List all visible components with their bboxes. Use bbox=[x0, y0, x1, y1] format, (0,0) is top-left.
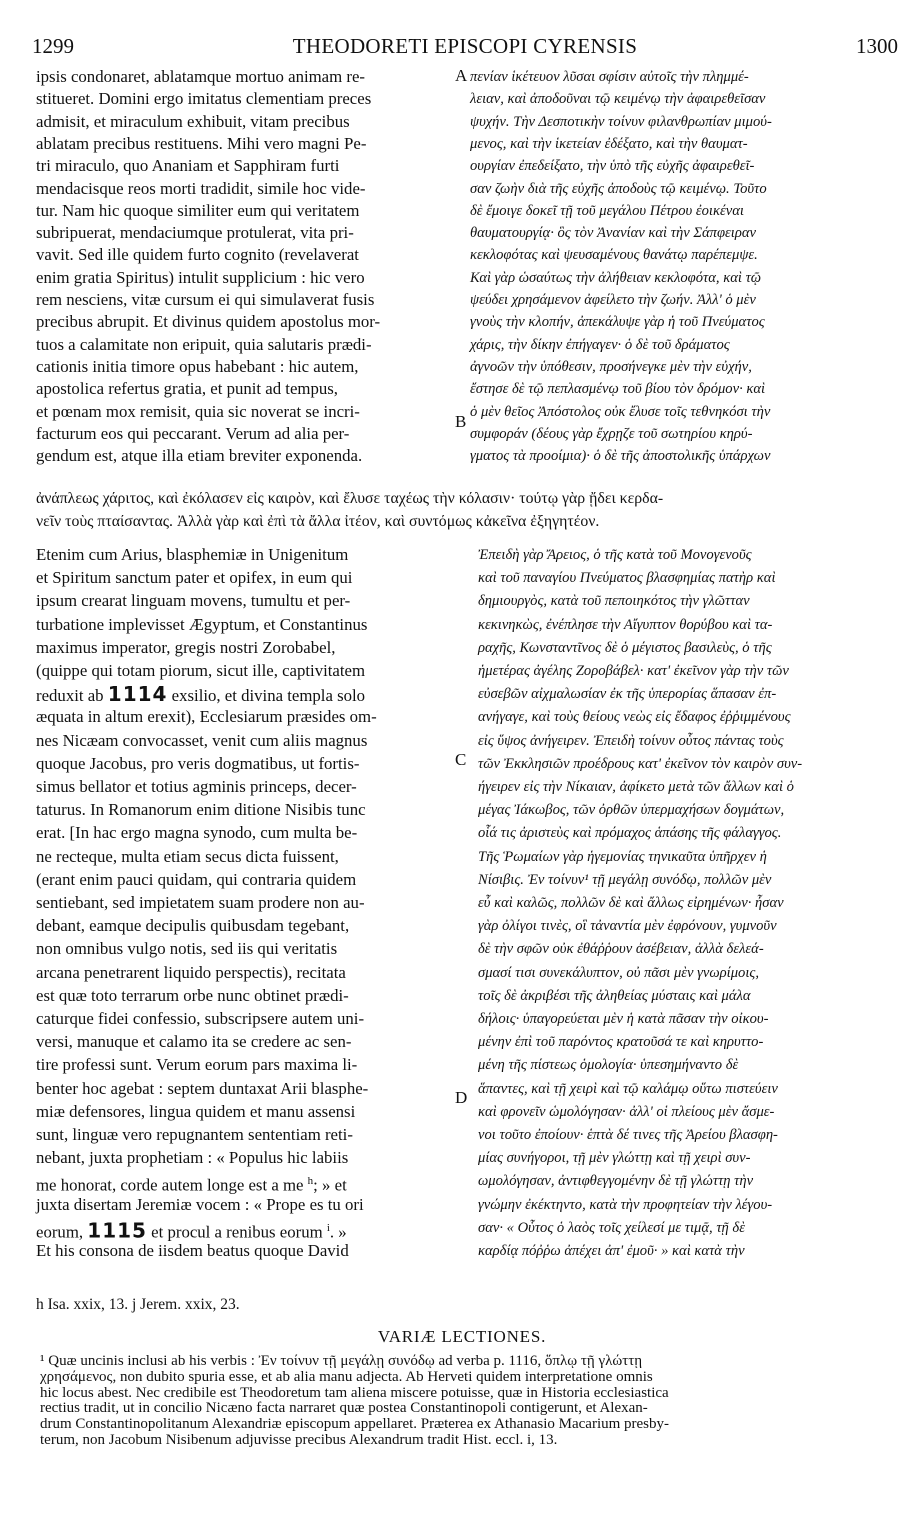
greek-line: εἰς ὕψος ἀνήγειρεν. Ἐπειδὴ τοίνυν οὗτος πάντας τοὺς bbox=[478, 732, 784, 749]
greek-line: θαυματουργίᾳ· ὃς τὸν Ἀνανίαν καὶ τὴν Σάπφειραν bbox=[470, 225, 757, 242]
variae-line: χρησάμενος, non dubito spuria esse, et ab alia manu adjecta. Ab Herveti quidem interpretatione omnis bbox=[40, 1368, 653, 1385]
latin-line: nes Nicæam convocasset, venit cum aliis magnus bbox=[36, 730, 368, 750]
latin-line: Etenim cum Arius, blasphemiæ in Unigenitum bbox=[36, 545, 349, 564]
latin-line: erat. [In hac ergo magna synodo, cum multa be- bbox=[36, 823, 358, 843]
latin-line: precibus abrupit. Et divinus quidem apostolus mor- bbox=[36, 312, 381, 332]
greek-line: δημιουργὸς, κατὰ τοῦ πεποιηκότος τὴν γλῶτταν bbox=[478, 593, 750, 610]
latin-line: et pœnam mox remisit, quia sic noverat se incri- bbox=[36, 401, 360, 421]
footnote-ref: i bbox=[326, 1221, 330, 1234]
greek-line: οἷά τις ἀριστεὺς καὶ πρόμαχος ἁπάσης τῆς φάλαγγος. bbox=[478, 825, 782, 842]
greek-line: σαν· « Οὗτος ὁ λαὸς τοῖς χείλεσί με τιμᾷ, τῇ δὲ bbox=[478, 1219, 745, 1236]
footnote-line: h Isa. xxix, 13. j Jerem. xxix, 23. bbox=[36, 1296, 240, 1313]
latin-line: apostolica refertus gratia, et punit ad tempus, bbox=[36, 379, 338, 399]
greek-line: κεκλοφότας καὶ ψευσαμένους θανάτῳ παρέπεμψε. bbox=[470, 247, 758, 264]
variae-line: terum, non Jacobum Nisibenum adjuvisse precibus Alexandrum tradit Hist. eccl. i, 13. bbox=[40, 1432, 558, 1448]
greek-line: ὁ μὲν θεῖος Ἀπόστολος οὐκ ἔλυσε τοῖς τεθνηκόσι τὴν bbox=[470, 403, 771, 420]
greek-line: σμασί τισι συνεκάλυπτον, οὐ πᾶσι μὲν γνωρίμοις, bbox=[478, 964, 759, 981]
greek-line: εὖ καὶ καλῶς, πολλῶν δὲ καὶ ἄλλως εἰρημένων· ἦσαν bbox=[478, 895, 784, 911]
latin-line: ne recteque, multa etiam secus dicta fuissent, bbox=[36, 846, 339, 866]
latin-line: tur. Nam hic quoque similiter eum qui veritatem bbox=[36, 200, 360, 220]
latin-line: Et his consona de iisdem beatus quoque David bbox=[36, 1241, 349, 1260]
greek-line: ἔστησε δὲ τῷ πεπλασμένῳ τοῦ βίου τὸν δρόμον· καὶ bbox=[470, 381, 766, 398]
latin-text: ; » et bbox=[313, 1175, 347, 1195]
footnote-ref: h bbox=[307, 1175, 314, 1188]
greek-line: Καὶ γὰρ ὡσαύτως τὴν ἀλήθειαν κεκλοφότα, καὶ τῷ bbox=[470, 269, 762, 286]
greek-line: μενος, καὶ τὴν ἱκετείαν ἐδέξατο, καὶ τὴν θαυματ- bbox=[470, 135, 748, 152]
full-width-line: νεῖν τοὺς πταίσαντας. Ἀλλὰ γὰρ καὶ ἐπὶ τὰ ἄλλα ἰτέον, καὶ συντόμως κἀκεῖνα ἐξηγητέον. bbox=[36, 512, 600, 530]
latin-line: caturque fidei confessio, subscripsere autem uni- bbox=[36, 1009, 365, 1028]
variae-line: rectius tradit, ut in concilio Nicæno facta narraret quæ postea Constantinopoli contigerunt, et Alexan- bbox=[40, 1400, 648, 1417]
greek-line: λειαν, καὶ ἀποδοῦναι τῷ κειμένῳ τὴν ἀφαιρεθεῖσαν bbox=[470, 91, 766, 108]
section-marker-c: C bbox=[455, 750, 467, 769]
greek-line: Τῆς Ῥωμαίων γὰρ ἡγεμονίας τηνικαῦτα ὑπῆρχεν ἡ bbox=[478, 848, 767, 865]
variae-line: hic locus abest. Nec credibile est Theodoretum tam aliena miscere potuisse, quæ in Historia ecclesiastica bbox=[40, 1384, 669, 1401]
greek-line: μένην ἐπὶ τοῦ παρόντος κρατοῦσά τε καὶ κηρυττο- bbox=[478, 1034, 764, 1051]
greek-line: Νίσιβις. Ἐν τοίνυν¹ τῇ μεγάλῃ συνόδῳ, πολλῶν μὲν bbox=[478, 871, 772, 888]
page-header bbox=[32, 34, 898, 64]
greek-line: ψεύδει χρησάμενον ἀφείλετο τὴν ζωήν. Ἀλλ' ὁ μὲν bbox=[470, 292, 756, 308]
greek-line: ανήγαγε, καὶ τοὺς θείους νεὼς εἰς ἔδαφος ἐῤῥιμμένους bbox=[478, 709, 791, 726]
section-marker-a: A bbox=[455, 66, 468, 85]
greek-line: τῶν Ἐκκλησιῶν προέδρους κατ' ἐκεῖνον τὸν καιρὸν συν- bbox=[478, 755, 803, 772]
greek-line: ψυχήν. Τὴν Δεσποτικὴν τοίνυν φιλανθρωπίαν μιμού- bbox=[470, 113, 772, 130]
greek-line: κεκινηκὼς, ἐνέπλησε τὴν Αἴγυπτον θορύβου καὶ τα- bbox=[478, 616, 773, 633]
greek-line: ουργίαν ἐπεδείξατο, τὴν ὑπὸ τῆς εὐχῆς ἀφαιρεθεῖ- bbox=[470, 158, 755, 175]
greek-line: χάρις, τὴν δίκην ἐπήγαγεν· ὁ δὲ τοῦ δράματος bbox=[470, 336, 730, 353]
greek-line: ἀγνοῶν τὴν ὑπόθεσιν, προσήνεγκε μὲν τὴν εὐχήν, bbox=[470, 358, 752, 375]
latin-line bbox=[36, 1217, 347, 1243]
latin-line: enim gratia Spiritus) intulit supplicium : hic vero bbox=[36, 267, 365, 287]
greek-line: μίας συνήγοροι, τῇ μὲν γλώττῃ καὶ τῇ χειρὶ συν- bbox=[478, 1150, 751, 1167]
latin-line: stitueret. Domini ergo imitatus clementiam preces bbox=[36, 89, 372, 109]
latin-line: subripuerat, mendaciumque protulerat, vita pri- bbox=[36, 223, 354, 243]
latin-line: versi, manuque et calamo ita se credere ac sen- bbox=[36, 1032, 352, 1052]
greek-line: Ἐπειδὴ γὰρ Ἄρειος, ὁ τῆς κατὰ τοῦ Μονογενοῦς bbox=[478, 547, 752, 563]
variae-line: ¹ Quæ uncinis inclusi ab his verbis : Ἐν τοίνυν τῇ μεγάλῃ συνόδῳ ad verba p. 1116, ὅπλῳ τῇ γλώττῃ bbox=[40, 1353, 643, 1369]
latin-line: nebant, juxta prophetiam : « Populus hic labiis bbox=[36, 1148, 349, 1168]
latin-text: me honorat, corde autem longe est a me bbox=[36, 1175, 304, 1195]
greek-line: σαν ζωὴν διὰ τῆς εὐχῆς ἀποδοὺς τῷ κειμένῳ. Τοῦτο bbox=[470, 180, 767, 197]
latin-line: et Spiritum sanctum pater et opifex, in eum qui bbox=[36, 568, 353, 588]
latin-line: facturum eos qui peccarant. Verum ad alia per- bbox=[36, 423, 350, 443]
latin-line: est quæ toto terrarum orbe nunc obtinet prædi- bbox=[36, 985, 349, 1005]
greek-line: δὲ ἔμοιγε δοκεῖ τῇ τοῦ μεγάλου Πέτρου ἐοικέναι bbox=[470, 202, 744, 219]
latin-line: juxta disertam Jeremiæ vocem : « Prope es tu ori bbox=[36, 1194, 364, 1214]
greek-line: ἡμετέρας ἀγέλης Ζοροβάβελ· κατ' ἐκεῖνον γὰρ τὴν τῶν bbox=[478, 663, 789, 679]
latin-line: (erant enim pauci quidam, qui contraria quidem bbox=[36, 869, 357, 889]
latin-text: reduxit ab bbox=[36, 686, 104, 706]
latin-line: benter hoc agebat : septem duntaxat Arii blasphe- bbox=[36, 1078, 369, 1098]
latin-line: (quippe qui totam piorum, sicut ille, captivitatem bbox=[36, 661, 366, 680]
greek-line: γνώμην ἐκέκτηντο, κατὰ τὴν προφητείαν τὴν λέγου- bbox=[478, 1196, 773, 1213]
greek-line: ραχῆς, Κωνσταντῖνος δὲ ὁ μέγιστος βασιλεὺς, ὁ τῆς bbox=[478, 639, 772, 656]
latin-line: tire professi sunt. Verum eorum pars maxima li- bbox=[36, 1055, 358, 1075]
greek-line: καὶ τοῦ παναγίου Πνεύματος βλασφημίας πατὴρ καὶ bbox=[478, 570, 776, 587]
latin-line: sentiebant, sed impietatem suam prodere non au- bbox=[36, 893, 365, 912]
latin-line: mendacisque reos morti tradidit, simile hoc vide- bbox=[36, 178, 366, 198]
latin-line: arcana penetrarent liquido perspectis), recitata bbox=[36, 962, 346, 982]
greek-line: γματος τὰ προοίμια)· ὁ δὲ τῆς ἀποστολικῆς ὑπάρχων bbox=[470, 448, 771, 465]
section-marker-b: B bbox=[455, 412, 467, 431]
greek-line: καὶ φρονεῖν ὡμολόγησαν· ἀλλ' οἱ πλείους μὲν ἄσμε- bbox=[478, 1103, 775, 1120]
full-width-line: ἀνάπλεως χάριτος, καὶ ἐκόλασεν εἰς καιρὸν, καὶ ἔλυσε ταχέως τὴν κόλασιν· τούτῳ γὰρ ᾔδει κερδα- bbox=[36, 490, 664, 507]
latin-line: miæ defensores, lingua quidem et manu assensi bbox=[36, 1101, 356, 1121]
latin-line: cationis initia timore opus habebant : hic autem, bbox=[36, 356, 359, 376]
latin-line: vavit. Sed ille quidem furto cognito (revelaverat bbox=[36, 245, 359, 265]
greek-line: μέγας Ἰάκωβος, τῶν ὀρθῶν ὑπερμαχήσων δογμάτων, bbox=[478, 802, 785, 819]
latin-line: simus bellator et totius agminis princeps, decer- bbox=[36, 777, 357, 796]
greek-line: ἅπαντες, καὶ τῇ χειρὶ καὶ τῷ καλάμῳ οὕτω πιστεύειν bbox=[478, 1080, 778, 1097]
latin-line: ablatam precibus restituens. Mihi vero magni Pe- bbox=[36, 133, 367, 153]
page-number-left: 1299 bbox=[32, 34, 74, 58]
greek-line: γὰρ ὀλίγοι τινὲς, οἳ τἀναντία μὲν ἐφρόνουν, γυμνοῦν bbox=[478, 918, 777, 935]
greek-line: δὲ τὴν σφῶν οὐκ ἐθάῤῥουν ἀσέβειαν, ἀλλὰ δελεά- bbox=[478, 941, 764, 958]
latin-line: taturus. In Romanorum enim ditione Nisibis tunc bbox=[36, 800, 366, 820]
latin-line: non omnibus vulgo notis, sed iis qui veritatis bbox=[36, 939, 338, 959]
latin-line: gendum est, atque illa etiam breviter exponenda. bbox=[36, 446, 363, 466]
greek-line: συμφοράν (δέους γὰρ ἔχρῃζε τοῦ σωτηρίου κηρύ- bbox=[470, 425, 753, 442]
latin-line: debant, eamque decipulis quibusdam tegebant, bbox=[36, 916, 350, 936]
latin-line: æquata in altum erexit), Ecclesiarum præsides om- bbox=[36, 707, 377, 727]
latin-text: . » bbox=[329, 1222, 347, 1242]
greek-line: δήλοις· ὑπαγορεύεται μὲν ἡ κατὰ πᾶσαν τὴν οἰκου- bbox=[478, 1011, 769, 1027]
latin-text: exsilio, et divina templa solo bbox=[171, 686, 366, 706]
greek-line: ωμολόγησαν, ἀντιφθεγγομένην δὲ τῇ γλώττῃ τὴν bbox=[478, 1173, 754, 1190]
greek-line: εὐσεβῶν αἰχμαλωσίαν ἐκ τῆς ὑπερορίας ἅπασαν ἐπ- bbox=[478, 686, 777, 703]
greek-line: γνοὺς τὴν κλοπήν, ἀπεκάλυψε γὰρ ἡ τοῦ Πνεύματος bbox=[470, 314, 765, 331]
greek-line: νοι τοῦτο ἐποίουν· ἑπτὰ δέ τινες τῆς Ἀρείου βλασφη- bbox=[478, 1127, 778, 1143]
column-number: 1115 bbox=[87, 1218, 147, 1243]
latin-line: quoque Jacobus, pro veris dogmatibus, ut fortis- bbox=[36, 753, 360, 773]
greek-line: τοῖς δὲ ἀκριβέσι τῆς ἀληθείας μύσταις καὶ μάλα bbox=[478, 987, 751, 1004]
latin-line: maximus imperator, gregis nostri Zorobabel, bbox=[36, 637, 336, 657]
latin-line: admisit, et miraculum exhibuit, vitam precibus bbox=[36, 111, 350, 131]
greek-line: καρδίᾳ πόῤῥω ἀπέχει ἀπ' ἐμοῦ· » καὶ κατὰ τὴν bbox=[478, 1243, 745, 1259]
section-marker-d: D bbox=[455, 1088, 468, 1107]
latin-line: tri miraculo, quo Ananiam et Sapphiram furti bbox=[36, 156, 340, 176]
latin-line: ipsum crearat linguam movens, tumultu et per- bbox=[36, 591, 351, 611]
greek-line: ήγειρεν εἰς τὴν Νίκαιαν, ἀφίκετο μετὰ τῶν ἄλλων καὶ ὁ bbox=[478, 779, 794, 795]
column-number: 1114 bbox=[107, 682, 168, 707]
latin-line: sunt, linguæ vero repugnantem sententiam reti- bbox=[36, 1125, 353, 1144]
page-number-right: 1300 bbox=[856, 34, 898, 58]
latin-line bbox=[36, 683, 365, 705]
greek-line: πενίαν ἱκέτευον λῦσαι σφίσιν αὐτοῖς τὴν πλημμέ- bbox=[470, 69, 749, 85]
variae-lectiones-title: VARIÆ LECTIONES. bbox=[377, 1327, 547, 1346]
latin-line: tuos a calamitate non eripuit, quia salutaris prædi- bbox=[36, 334, 372, 354]
variae-line: drum Constantinopolitanum Alexandriæ episcopum appellaret. Præterea ex Athanasio Macarium presby- bbox=[40, 1416, 670, 1433]
greek-line: μένη τῆς πίστεως ὁμολογία· ὑπεσημήναντο δὲ bbox=[478, 1057, 739, 1074]
latin-text: eorum, bbox=[36, 1222, 84, 1242]
latin-line: ipsis condonaret, ablatamque mortuo animam re- bbox=[36, 67, 365, 86]
latin-line: rem nesciens, vitæ cursum ei qui simulaverat fusis bbox=[36, 290, 375, 309]
latin-text: et procul a renibus eorum bbox=[151, 1222, 323, 1242]
latin-line: turbatione implevisset Ægyptum, et Constantinus bbox=[36, 614, 368, 634]
running-title: THEODORETI EPISCOPI CYRENSIS bbox=[292, 34, 638, 58]
latin-line bbox=[36, 1170, 347, 1195]
